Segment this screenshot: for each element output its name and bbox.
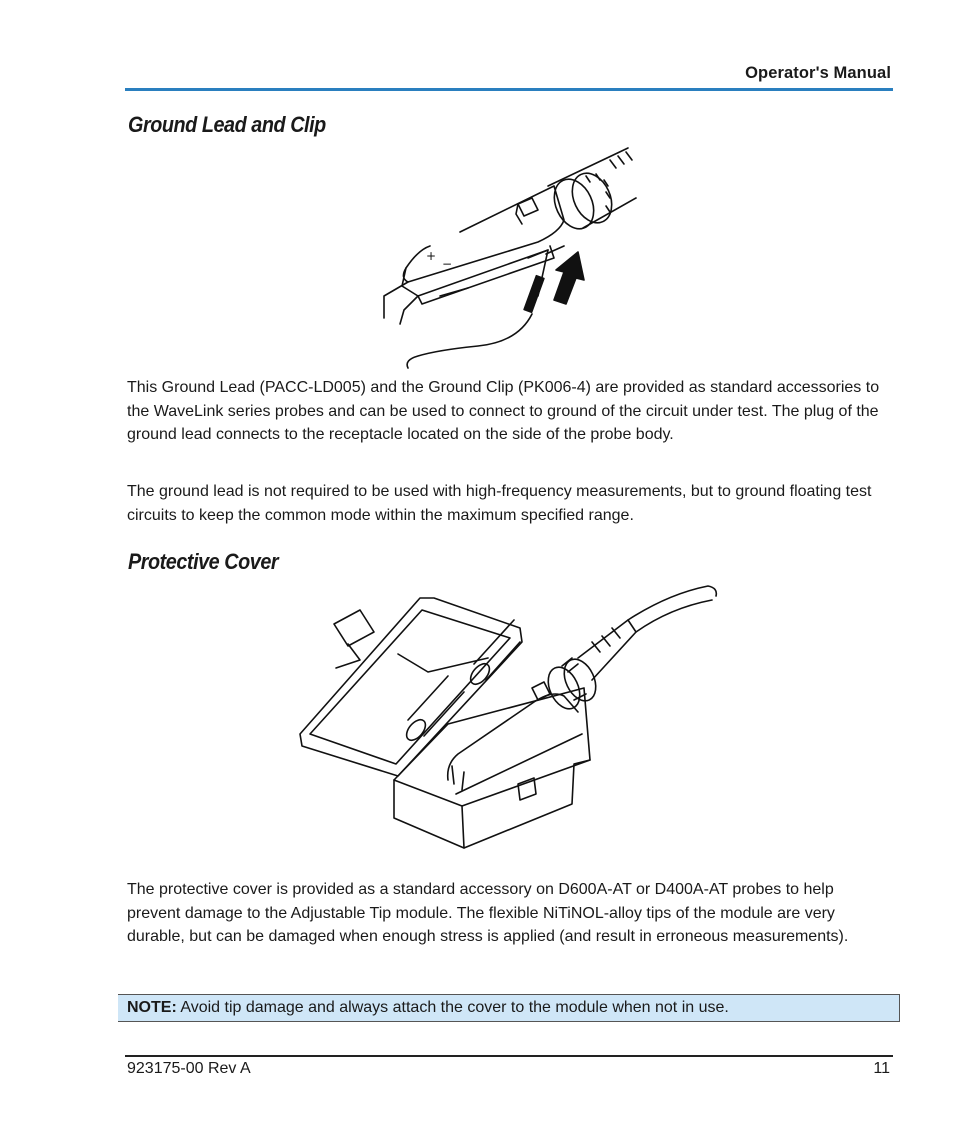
paragraph-ground-lead-2: The ground lead is not required to be used with high-frequency measurements, but to ground floating test circuits to keep the common mode within the maximum specified range.	[127, 483, 872, 524]
header-title: Operator's Manual	[745, 64, 891, 82]
footer-page-number: 11	[873, 1060, 890, 1077]
protective-cover-illustration	[298, 584, 720, 874]
note-box	[118, 994, 900, 1022]
plus-mark: +	[426, 249, 437, 263]
note-label: NOTE:	[127, 999, 177, 1016]
section-heading-ground-lead: Ground Lead and Clip	[128, 112, 326, 137]
footer-doc-id: 923175-00 Rev A	[127, 1060, 251, 1077]
ground-lead-illustration	[378, 146, 640, 370]
minus-mark: −	[442, 257, 453, 271]
header-rule	[125, 88, 893, 91]
footer-rule	[125, 1055, 893, 1057]
note-text: Avoid tip damage and always attach the cover to the module when not in use.	[176, 999, 729, 1016]
paragraph-ground-lead-1: This Ground Lead (PACC-LD005) and the Ground Clip (PK006-4) are provided as standard accessories to the WaveLink series probes and can be used to connect to ground of the circuit under test. The plug of the ground lead connects to the receptacle located on the side of the probe body.	[127, 379, 880, 443]
section-heading-protective-cover: Protective Cover	[128, 549, 279, 574]
paragraph-protective-cover: The protective cover is provided as a standard accessory on D600A-AT or D400A-AT probes to help prevent damage to the Adjustable Tip module. The flexible NiTiNOL-alloy tips of the module are very durable, but can be damaged when enough stress is applied (and result in erroneous measurements).	[127, 881, 849, 945]
